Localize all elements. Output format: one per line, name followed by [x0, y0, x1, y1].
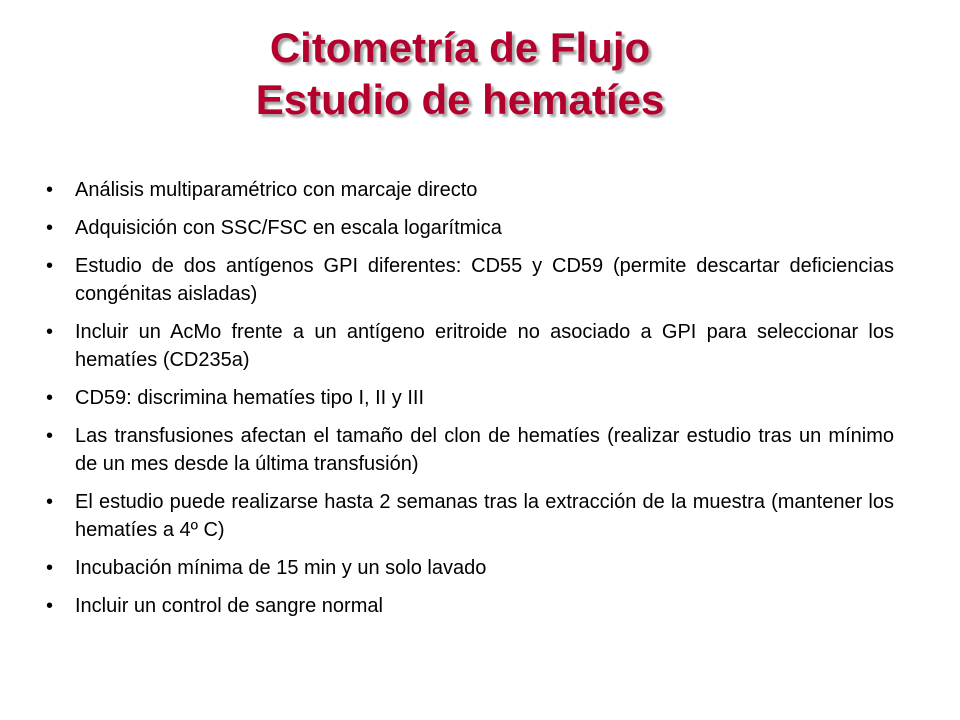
bullet-item: [46, 422, 894, 478]
bullet-item: [46, 384, 894, 412]
bullet-icon: •: [46, 179, 54, 201]
bullet-text: Las transfusiones afectan el tamaño del clon de hematíes (realizar estudio tras un mínimo de un mes desde la última transfusión): [75, 425, 894, 475]
bullet-text: Incluir un AcMo frente a un antígeno eritroide no asociado a GPI para seleccionar los hematíes (CD235a): [75, 321, 894, 371]
title-line-2: Estudio de hematíes: [255, 76, 665, 123]
bullet-text: Estudio de dos antígenos GPI diferentes: CD55 y CD59 (permite descartar deficiencias congénitas aisladas): [75, 255, 894, 305]
bullet-item: [46, 176, 894, 204]
slide-title: [0, 22, 920, 126]
bullet-icon: •: [46, 557, 54, 579]
bullet-icon: •: [46, 387, 54, 409]
bullet-item: [46, 592, 894, 620]
bullet-text: CD59: discrimina hematíes tipo I, II y III: [75, 387, 425, 409]
bullet-item: [46, 488, 894, 544]
bullet-icon: •: [46, 321, 54, 343]
bullet-item: [46, 554, 894, 582]
bullet-item: [46, 214, 894, 242]
bullet-text: Análisis multiparamétrico con marcaje directo: [75, 179, 478, 201]
bullet-icon: •: [46, 425, 54, 447]
title-line-1: Citometría de Flujo: [269, 24, 651, 71]
bullet-text: Incubación mínima de 15 min y un solo lavado: [75, 557, 487, 579]
bullet-item: [46, 252, 894, 308]
bullet-list: [46, 176, 894, 630]
bullet-text: Adquisición con SSC/FSC en escala logarítmica: [75, 217, 502, 239]
bullet-icon: •: [46, 595, 54, 617]
bullet-text: El estudio puede realizarse hasta 2 semanas tras la extracción de la muestra (mantener los hematíes a 4º C): [75, 491, 894, 541]
bullet-icon: •: [46, 217, 54, 239]
bullet-icon: •: [46, 491, 54, 513]
bullet-icon: •: [46, 255, 54, 277]
bullet-text: Incluir un control de sangre normal: [75, 595, 383, 617]
bullet-item: [46, 318, 894, 374]
